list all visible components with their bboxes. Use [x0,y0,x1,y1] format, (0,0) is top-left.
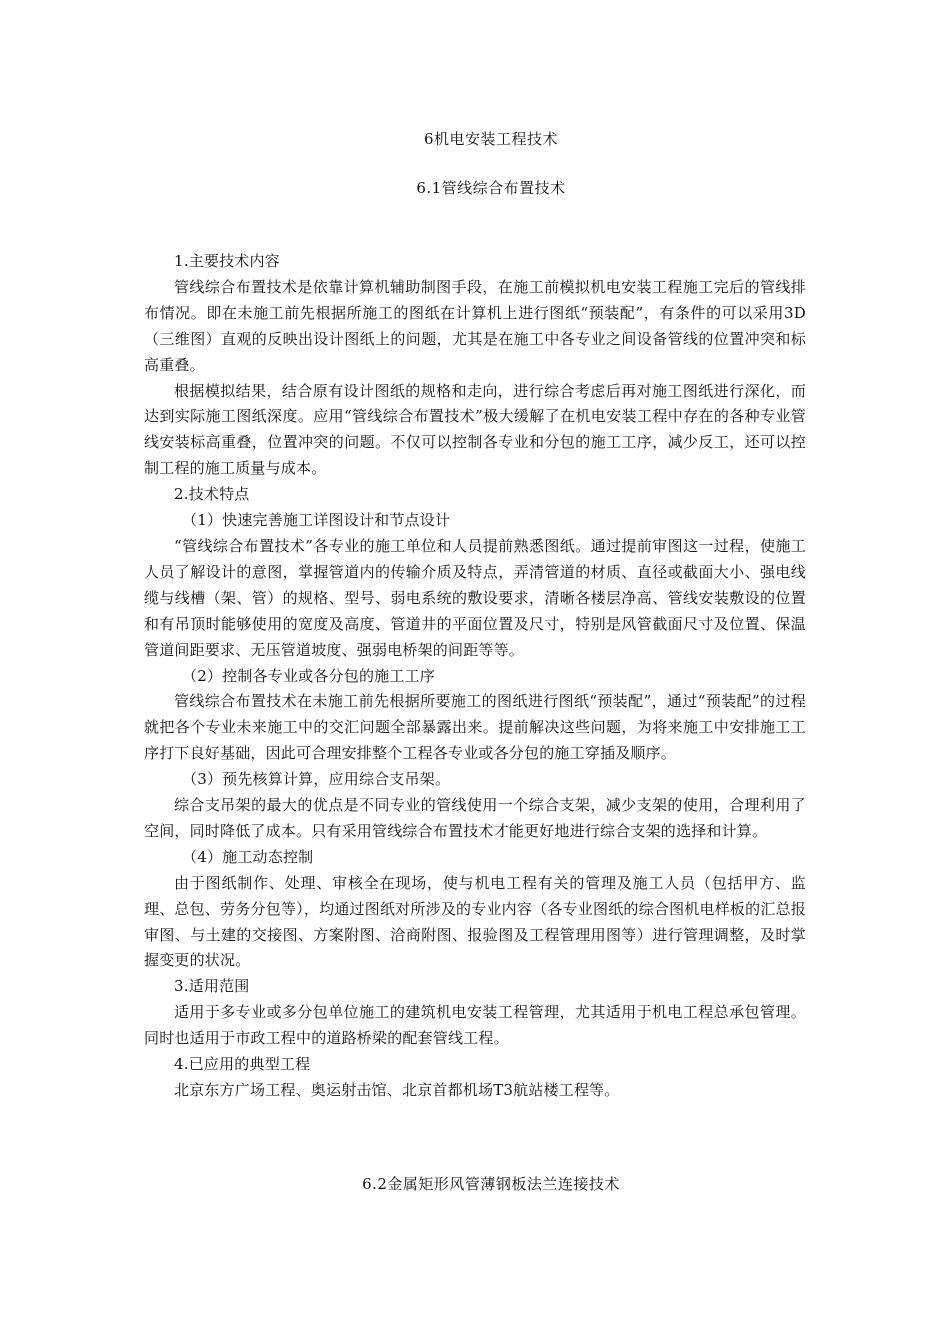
subheading-projects: 4.已应用的典型工程 [174,1055,311,1074]
feature-heading-2: （2）控制各专业或各分包的施工工序 [182,666,435,685]
feature-heading-3: （3）预先核算计算，应用综合支吊架。 [182,770,451,789]
feature-paragraph-2: 管线综合布置技术在未施工前先根据所要施工的图纸进行图纸“预装配”，通过“预装配”的过程就把各个专业未来施工中的交汇问题全部暴露出来。提前解决这些问题，为将来施工中安排施工工序打下良好基础，因此可合理安排整个工程各专业或各分包的施工穿插及顺序。 [144,692,806,763]
feature-heading-4: （4）施工动态控制 [182,847,314,866]
feature-paragraph-4: 由于图纸制作、处理、审核全在现场，使与机电工程有关的管理及施工人员（包括甲方、监理、总包、劳务分包等），均通过图纸对所涉及的专业内容（各专业图纸的综合图机电样板的汇总报审图、与土建的交接图、方案附图、洽商附图、报验图及工程管理用图等）进行管理调整，及时掌握变更的状况。 [144,873,806,970]
feature-paragraph-1: “管线综合布置技术”各专业的施工单位和人员提前熟悉图纸。通过提前审图这一过程，使施工人员了解设计的意图，掌握管道内的传输介质及特点，弄清管道的材质、直径或截面大小、强电线缆与线槽（架、管）的规格、型号、弱电系统的敷设要求，清晰各楼层净高、管线安装敷设的位置和有吊顶时能够使用的宽度及高度、管道井的平面位置及尺寸，特别是风管截面尺寸及位置、保温管道间距要求、无压管道坡度、强弱电桥架的间距等等。 [144,536,806,659]
subheading-scope: 3.适用范围 [174,977,250,996]
paragraph-intro: 管线综合布置技术是依靠计算机辅助制图手段，在施工前模拟机电安装工程施工完后的管线排布情况。即在未施工前先根据所施工的图纸在计算机上进行图纸“预装配”，有条件的可以采用3D（三维图）直观的反映出设计图纸上的问题，尤其是在施工中各专业之间设备管线的位置冲突和标高重叠。 [144,277,806,374]
chapter-title: 6机电安装工程技术 [423,130,559,148]
subheading-features: 2.技术特点 [174,485,250,504]
feature-heading-1: （1）快速完善施工详图设计和节点设计 [182,511,451,530]
paragraph-projects: 北京东方广场工程、奥运射击馆、北京首都机场T3航站楼工程等。 [174,1081,620,1099]
paragraph-simulation: 根据模拟结果，结合原有设计图纸的规格和走向，进行综合考虑后再对施工图纸进行深化，而达到实际施工图纸深度。应用“管线综合布置技术”极大缓解了在机电安装工程中存在的各种专业管线安装标高重叠，位置冲突的问题。不仅可以控制各专业和分包的施工工序，减少反工，还可以控制工程的施工质量与成本。 [144,381,806,478]
subheading-main-content: 1.主要技术内容 [174,252,280,270]
feature-paragraph-3: 综合支吊架的最大的优点是不同专业的管线使用一个综合支架，减少支架的使用，合理利用了空间，同时降低了成本。只有采用管线综合布置技术才能更好地进行综合支架的选择和计算。 [144,796,806,840]
section-title-6-1: 6.1管线综合布置技术 [416,179,566,197]
paragraph-scope: 适用于多专业或多分包单位施工的建筑机电安装工程管理，尤其适用于机电工程总承包管理。同时也适用于市政工程中的道路桥梁的配套管线工程。 [144,1003,806,1048]
section-6-1-body [144,249,806,1104]
section-title-6-2: 6.2金属矩形风管薄钢板法兰连接技术 [362,1175,620,1193]
